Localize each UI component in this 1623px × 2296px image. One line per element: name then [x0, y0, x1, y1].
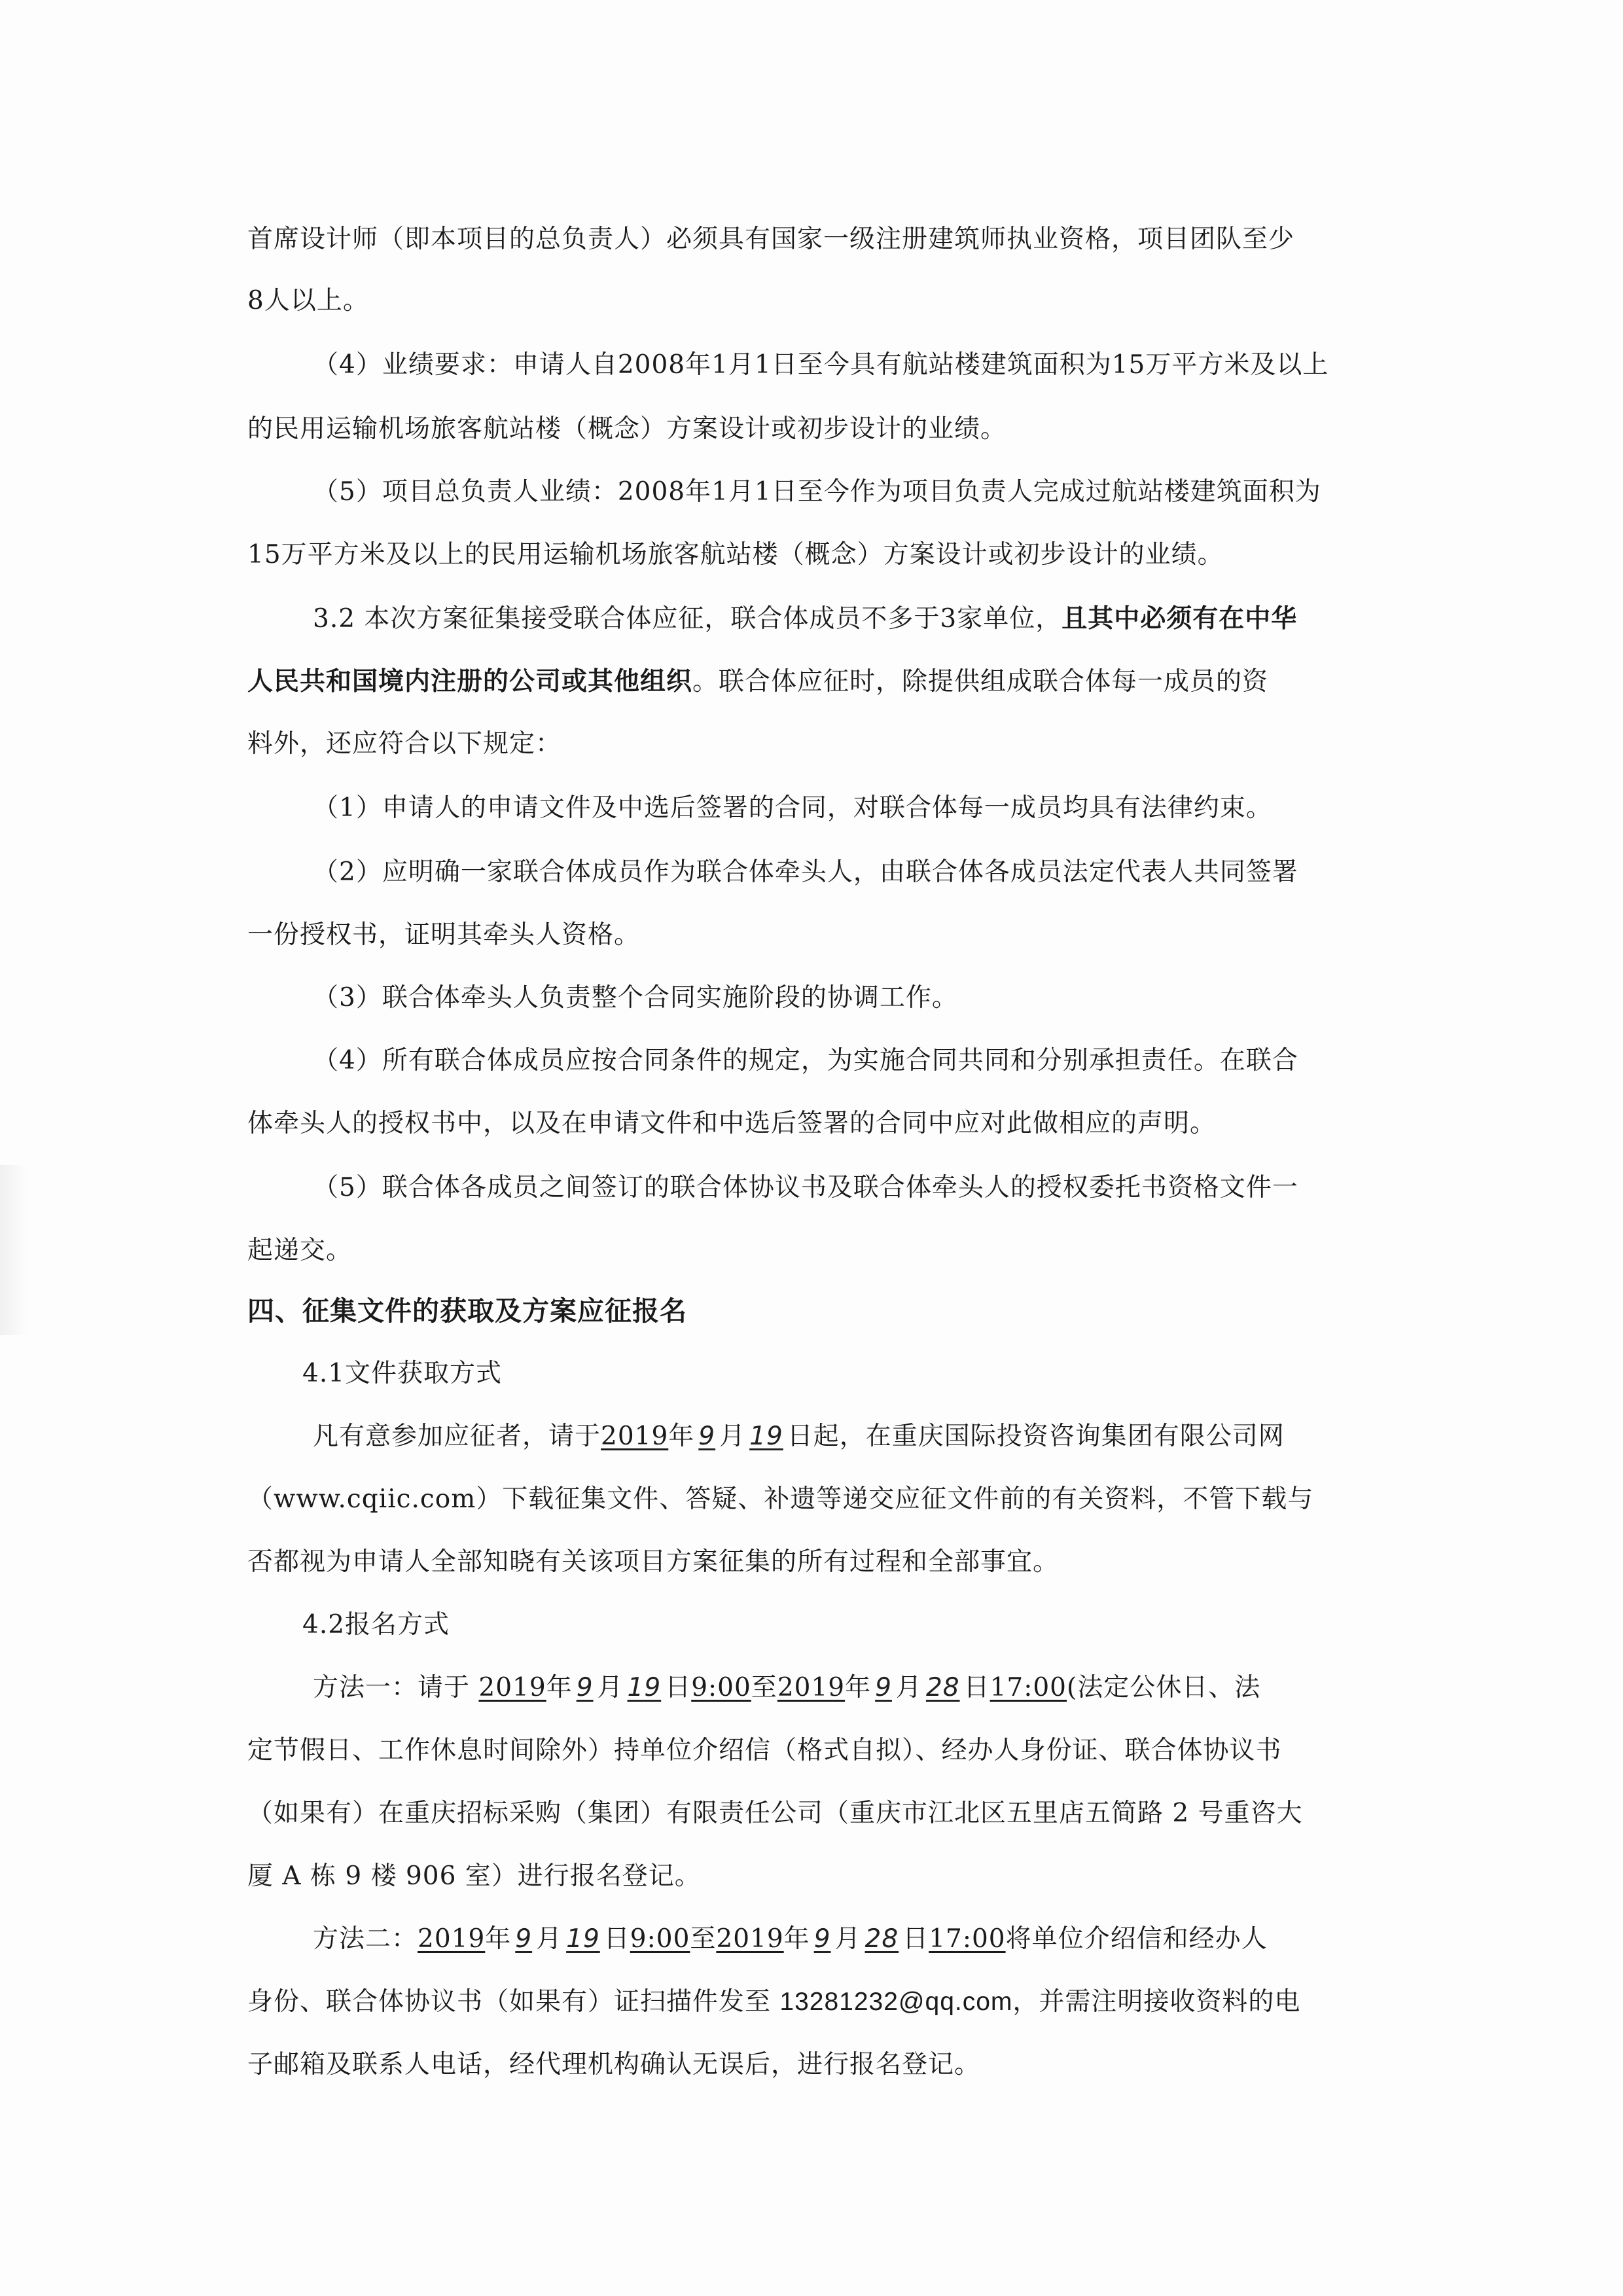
handwritten-day: 19 [627, 1673, 662, 1702]
time-field: 9:00 [630, 1924, 690, 1954]
paragraph-text: 年 [546, 1673, 573, 1702]
list-item: 起递交。 [247, 1236, 353, 1265]
paragraph-text: 月 [895, 1673, 922, 1702]
handwritten-day: 19 [566, 1924, 600, 1954]
paragraph-text: 月 [719, 1422, 746, 1451]
paragraph-line [313, 600, 1297, 637]
paragraph-text: 日 [963, 1673, 990, 1702]
paragraph-text: 月 [536, 1924, 563, 1954]
handwritten-day: 28 [925, 1673, 960, 1702]
handwritten-month: 9 [515, 1924, 533, 1954]
paragraph-text: 3.2 本次方案征集接受联合体应征，联合体成员不多于3家单位， [313, 604, 1062, 634]
year-field: 2019 [418, 1924, 486, 1954]
list-item: （2）应明确一家联合体成员作为联合体牵头人，由联合体各成员法定代表人共同签署 [313, 857, 1298, 887]
time-field: 17:00 [990, 1673, 1067, 1702]
paragraph-line: （4）业绩要求：申请人自2008年1月1日至今具有航站楼建筑面积为15万平方米及以上 [313, 350, 1329, 380]
paragraph-text: 年 [485, 1924, 512, 1954]
paragraph-text: 月 [597, 1673, 624, 1702]
email-address: 13281232@qq.com [779, 1988, 1013, 2016]
paragraph-text: 年 [668, 1422, 695, 1451]
section-heading: 四、征集文件的获取及方案应征报名 [247, 1295, 687, 1327]
paragraph-line [247, 1984, 1300, 2020]
paragraph-line: 厦 A 栋 9 楼 906 室）进行报名登记。 [247, 1861, 701, 1891]
paragraph-line: 8人以上。 [247, 286, 369, 315]
paragraph-text: 方法一：请于 [313, 1673, 471, 1702]
paragraph-line: 否都视为申请人全部知晓有关该项目方案征集的所有过程和全部事宜。 [247, 1547, 1060, 1577]
time-field: 9:00 [691, 1673, 751, 1702]
list-item: （3）联合体牵头人负责整个合同实施阶段的协调工作。 [313, 983, 958, 1013]
year-field: 2019 [601, 1422, 669, 1451]
paragraph-line [313, 1418, 1285, 1455]
paragraph-text: 身份、联合体协议书（如果有）证扫描件发至 [247, 1987, 780, 2017]
paragraph-line: 料外，还应符合以下规定： [247, 729, 562, 759]
list-item: 体牵头人的授权书中，以及在申请文件和中选后签署的合同中应对此做相应的声明。 [247, 1109, 1217, 1138]
paragraph-line [247, 663, 1268, 700]
year-field: 2019 [777, 1673, 846, 1702]
method-one-line [313, 1670, 1260, 1706]
handwritten-month: 9 [875, 1673, 892, 1702]
handwritten-month: 9 [813, 1924, 831, 1954]
paragraph-text: 至 [690, 1924, 717, 1954]
paragraph-text: 日起，在重庆国际投资咨询集团有限公司网 [787, 1422, 1285, 1451]
subsection-heading: 4.2报名方式 [302, 1610, 450, 1640]
method-two-line [313, 1921, 1268, 1958]
subsection-heading: 4.1文件获取方式 [302, 1359, 503, 1388]
paragraph-line: （www.cqiic.com）下载征集文件、答疑、补遗等递交应征文件前的有关资料，不管下载与 [247, 1484, 1314, 1514]
scan-edge-artifact [0, 1165, 26, 1335]
handwritten-month: 9 [576, 1673, 594, 1702]
paragraph-text: 月 [834, 1924, 861, 1954]
bold-text: 且其中必须有在中华 [1061, 603, 1298, 634]
time-field: 17:00 [929, 1924, 1006, 1954]
paragraph-line: （5）项目总负责人业绩：2008年1月1日至今作为项目负责人完成过航站楼建筑面积为 [313, 477, 1321, 507]
paragraph-text: 将单位介绍信和经办人 [1005, 1924, 1268, 1954]
paragraph-text: 至 [751, 1673, 777, 1702]
paragraph-text: 方法二： [313, 1924, 418, 1954]
paragraph-line: 子邮箱及联系人电话，经代理机构确认无误后，进行报名登记。 [247, 2050, 981, 2079]
paragraph-text: 年 [845, 1673, 872, 1702]
handwritten-day: 19 [749, 1422, 783, 1451]
paragraph-line: 首席设计师（即本项目的总负责人）必须具有国家一级注册建筑师执业资格，项目团队至少 [247, 224, 1295, 254]
paragraph-text: 年 [783, 1924, 810, 1954]
list-item: （1）申请人的申请文件及中选后签署的合同，对联合体每一成员均具有法律约束。 [313, 793, 1272, 823]
list-item: 一份授权书，证明其牵头人资格。 [247, 920, 641, 950]
paragraph-text: 。联合体应征时，除提供组成联合体每一成员的资 [692, 667, 1269, 696]
list-item: （4）所有联合体成员应按合同条件的规定，为实施合同共同和分别承担责任。在联合 [313, 1046, 1298, 1075]
paragraph-text: 凡有意参加应征者，请于 [313, 1422, 601, 1451]
paragraph-line: 定节假日、工作休息时间除外）持单位介绍信（格式自拟）、经办人身份证、联合体协议书 [247, 1736, 1282, 1765]
paragraph-text: 日 [902, 1924, 929, 1954]
paragraph-line: 15万平方米及以上的民用运输机场旅客航站楼（概念）方案设计或初步设计的业绩。 [247, 540, 1224, 569]
year-field: 2019 [716, 1924, 784, 1954]
list-item: （5）联合体各成员之间签订的联合体协议书及联合体牵头人的授权委托书资格文件一 [313, 1173, 1298, 1202]
handwritten-month: 9 [698, 1422, 716, 1451]
paragraph-text: (法定公休日、法 [1067, 1673, 1261, 1702]
paragraph-text: 日 [665, 1673, 692, 1702]
paragraph-line: 的民用运输机场旅客航站楼（概念）方案设计或初步设计的业绩。 [247, 414, 1007, 444]
bold-text: 人民共和国境内注册的公司或其他组织 [247, 666, 693, 696]
year-field: 2019 [478, 1673, 546, 1702]
handwritten-day: 28 [865, 1924, 899, 1954]
paragraph-line: （如果有）在重庆招标采购（集团）有限责任公司（重庆市江北区五里店五简路 2 号重咨大 [247, 1799, 1303, 1828]
paragraph-text: 日 [603, 1924, 630, 1954]
paragraph-text: ，并需注明接收资料的电 [1012, 1987, 1301, 2017]
